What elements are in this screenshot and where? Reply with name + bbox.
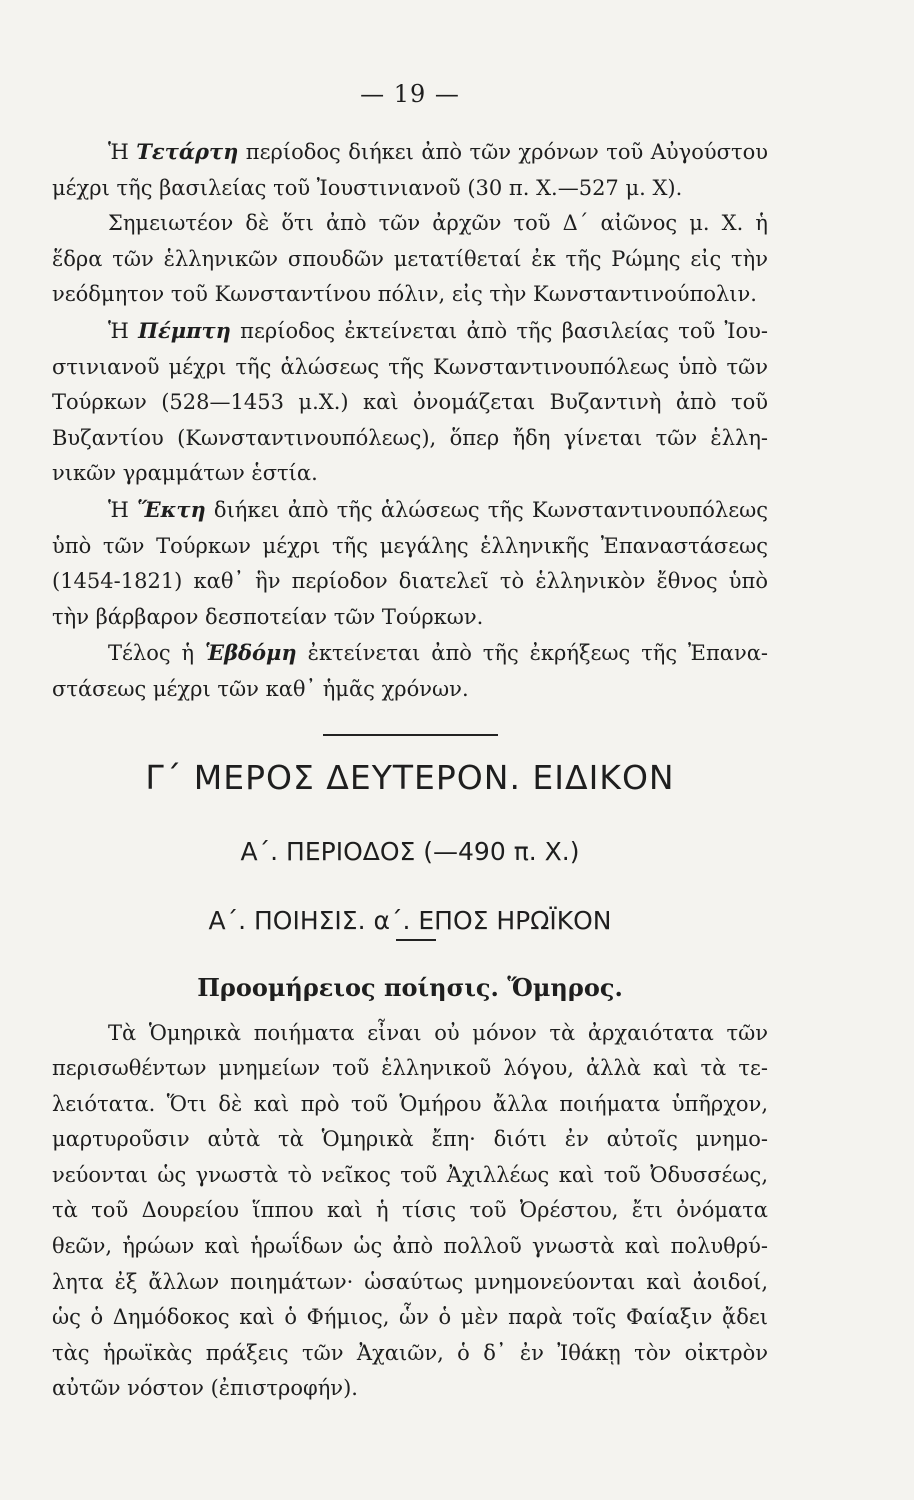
period-heading: Α΄. ΠΕΡΙΟΔΟΣ (—490 π. Χ.) (240, 836, 580, 866)
intro-line: στινιανοῦ μέχρι τῆς ἁλώσεως τῆς Κωνσταντινουπόλεως ὑπὸ τῶν (52, 354, 768, 379)
intro-line: μέχρι τῆς βασιλείας τοῦ Ἰουστινιανοῦ (30 π. Χ.—527 μ. Χ). (52, 175, 683, 200)
body-line: θεῶν, ἡρώων καὶ ἡρωΐδων ὡς ἀπὸ πολλοῦ γνωστὰ καὶ πολυθρύ- (52, 1234, 768, 1259)
intro-line: Ἡ Τετάρτη περίοδος διήκει ἀπὸ τῶν χρόνων τοῦ Αὐγούστου (108, 139, 768, 164)
body-line: μαρτυροῦσιν αὐτὰ τὰ Ὁμηρικὰ ἔπη· διότι ἐν αὐτοῖς μνημο- (52, 1127, 768, 1152)
chapter-title: Προομήρειος ποίησις. Ὅμηρος. (197, 972, 623, 1002)
intro-line: στάσεως μέχρι τῶν καθ᾿ ἡμᾶς χρόνων. (52, 676, 469, 701)
body-line: περισωθέντων μνημείων τοῦ ἑλληνικοῦ λόγου, ἀλλὰ καὶ τὰ τε- (52, 1056, 768, 1081)
page-number: — 19 — (360, 80, 460, 108)
intro-line: τὴν βάρβαρον δεσποτείαν τῶν Τούρκων. (52, 604, 484, 629)
section-divider (323, 734, 498, 736)
intro-line: Σημειωτέον δὲ ὅτι ἀπὸ τῶν ἀρχῶν τοῦ Δ΄ αἰῶνος μ. Χ. ἡ (108, 211, 768, 236)
body-line: λητα ἐξ ἄλλων ποιημάτων· ὡσαύτως μνημονεύονται καὶ ἀοιδοί, (52, 1269, 768, 1294)
body-line: νεύονται ὡς γνωστὰ τὸ νεῖκος τοῦ Ἀχιλλέως καὶ τοῦ Ὀδυσσέως, (52, 1162, 768, 1187)
body-line: τὰς ἡρωϊκὰς πράξεις τῶν Ἀχαιῶν, ὁ δ᾿ ἐν Ἰθάκῃ τὸν οἰκτρὸν (52, 1340, 768, 1365)
emphasized-term: Πέμπτη (138, 317, 231, 343)
body-paragraph (52, 1016, 768, 1408)
part-heading: Γ΄ ΜΕΡΟΣ ΔΕΥΤΕΡΟΝ. ΕΙΔΙΚΟΝ (145, 757, 675, 797)
intro-line: ὑπὸ τῶν Τούρκων μέχρι τῆς μεγάλης ἑλληνικῆς Ἐπαναστάσεως (52, 533, 768, 558)
heading-underline (396, 939, 436, 941)
intro-line: νεόδμητον τοῦ Κωνσταντίνου πόλιν, εἰς τὴν Κωνσταντινούπολιν. (52, 282, 757, 307)
intro-paragraphs (52, 134, 768, 708)
page (52, 80, 768, 1407)
intro-line: Τούρκων (528—1453 μ.Χ.) καὶ ὀνομάζεται Βυζαντινὴ ἀπὸ τοῦ (52, 390, 768, 415)
intro-line: Ἡ Πέμπτη περίοδος ἐκτείνεται ἀπὸ τῆς βασιλείας τοῦ Ἰου- (108, 317, 769, 343)
emphasized-term: Ἑβδόμη (204, 640, 297, 666)
emphasized-term: Ἕκτη (137, 496, 206, 522)
body-line: τὰ τοῦ Δουρείου ἵππου καὶ ἡ τίσις τοῦ Ὀρέστου, ἔτι ὀνόματα (52, 1198, 768, 1223)
intro-line: ἕδρα τῶν ἑλληνικῶν σπουδῶν μετατίθεταί ἐκ τῆς Ρώμης εἰς τὴν (52, 246, 768, 271)
emphasized-term: Τετάρτη (136, 139, 239, 164)
intro-line: (1454-1821) καθ᾿ ἣν περίοδον διατελεῖ τὸ ἑλληνικὸν ἔθνος ὑπὸ (52, 569, 768, 594)
sub-heading: Α΄. ΠΟΙΗΣΙΣ. α΄. ΕΠΟΣ ΗΡΩΪΚΟΝ (208, 905, 612, 935)
body-line: αὐτῶν νόστον (ἐπιστροφήν). (52, 1376, 358, 1401)
body-line: Τὰ Ὁμηρικὰ ποιήματα εἶναι οὐ μόνον τὰ ἀρχαιότατα τῶν (108, 1020, 768, 1045)
body-line: ὡς ὁ Δημόδοκος καὶ ὁ Φήμιος, ὧν ὁ μὲν παρὰ τοῖς Φαίαξιν ᾄδει (52, 1305, 768, 1330)
intro-line: Τέλος ἡ Ἑβδόμη ἐκτείνεται ἀπὸ τῆς ἐκρήξεως τῆς Ἐπανα- (108, 640, 768, 666)
intro-line: Βυζαντίου (Κωνσταντινουπόλεως), ὅπερ ἤδη γίνεται τῶν ἑλλη- (52, 425, 768, 450)
body-line: λειότατα. Ὅτι δὲ καὶ πρὸ τοῦ Ὁμήρου ἄλλα ποιήματα ὑπῆρχον, (52, 1091, 768, 1116)
intro-line: νικῶν γραμμάτων ἑστία. (52, 461, 318, 486)
intro-line: Ἡ Ἕκτη διήκει ἀπὸ τῆς ἁλώσεως τῆς Κωνσταντινουπόλεως (108, 496, 768, 522)
